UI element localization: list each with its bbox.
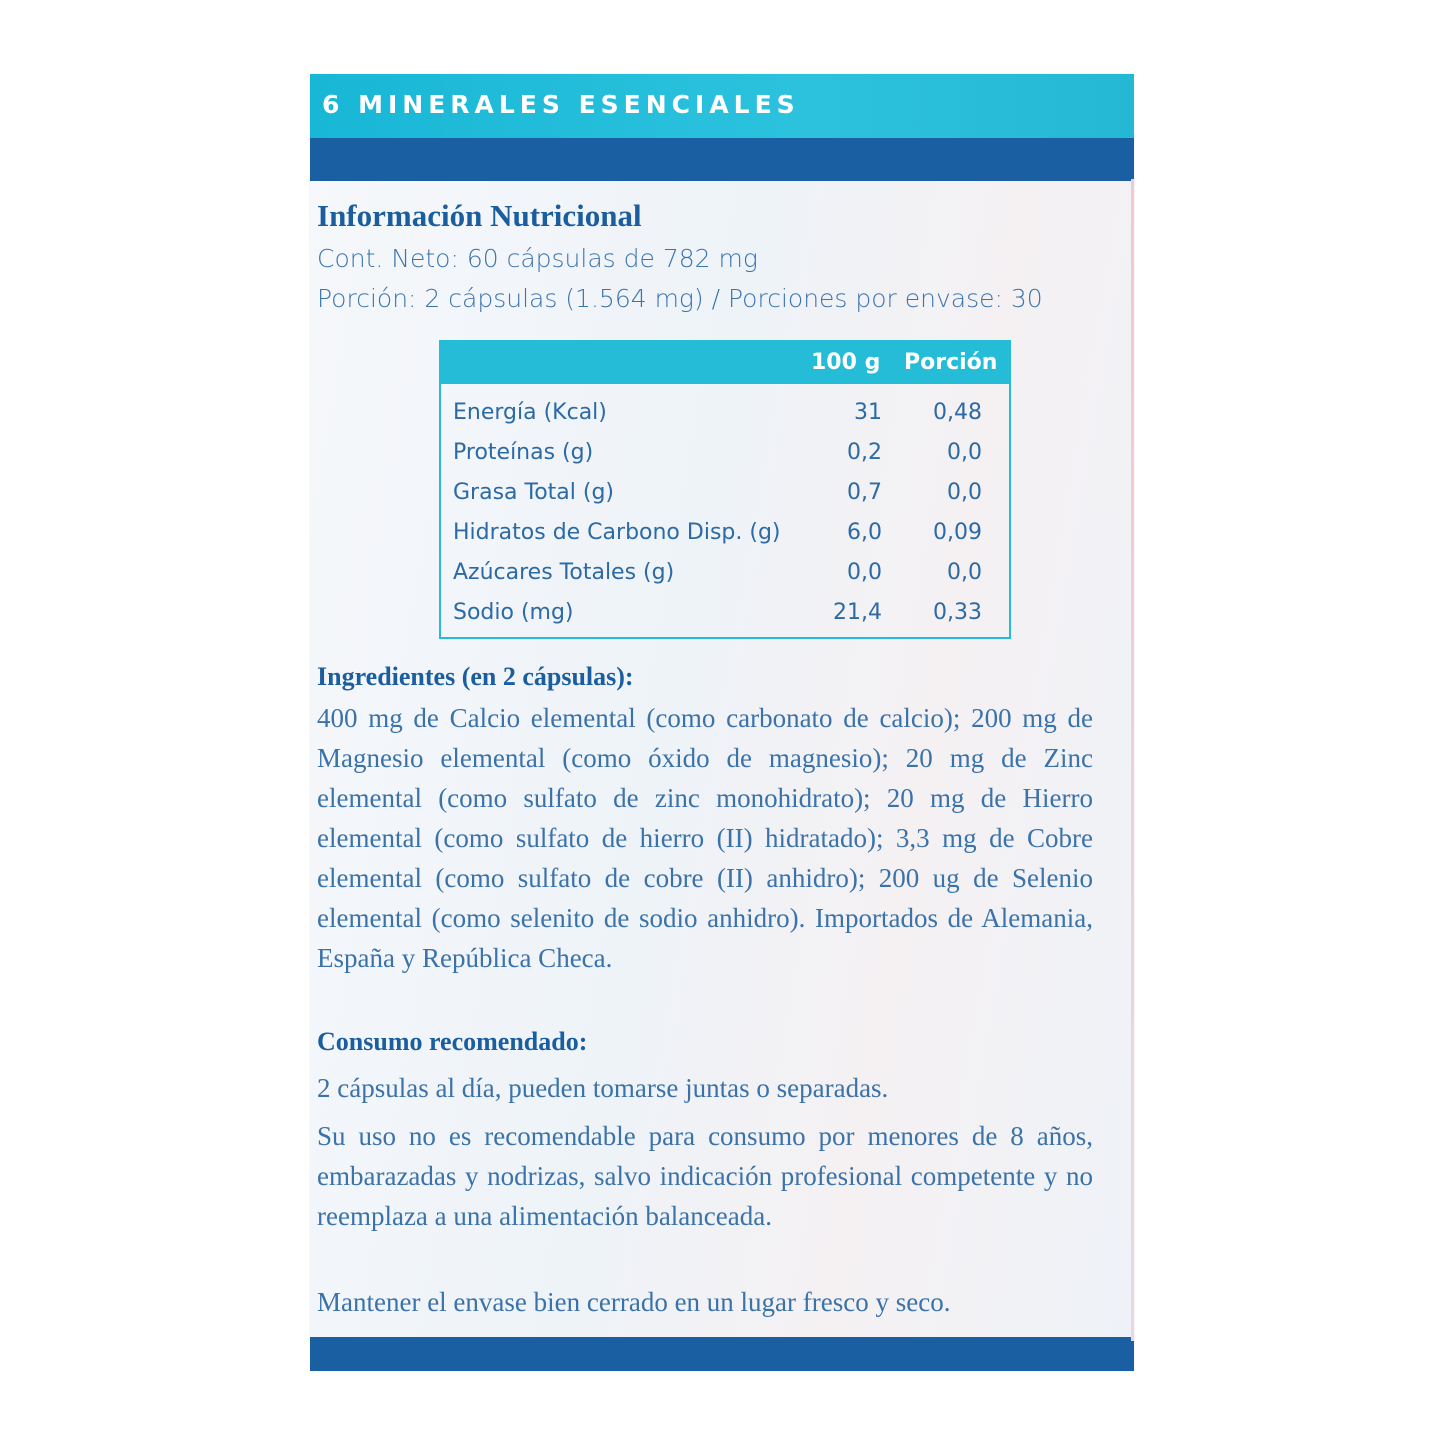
row-label: Proteínas (g) [453, 440, 594, 465]
nutrition-heading: Información Nutricional [317, 198, 642, 233]
row-label: Energía (Kcal) [453, 400, 607, 425]
usage-warning: Su uso no es recomendable para consumo por menores de 8 años, embarazadas y nodrizas, salvo indicación profesional competente y no reemplaza a una alimentación balanceada. [317, 1121, 1093, 1231]
row-value-100g: 0,0 [847, 560, 882, 585]
row-label: Azúcares Totales (g) [453, 560, 675, 585]
column-header-100g: 100 g [811, 350, 881, 375]
storage-instructions: Mantener el envase bien cerrado en un lugar fresco y seco. [317, 1287, 951, 1317]
nutrition-table [439, 340, 1011, 639]
row-value-100g: 21,4 [833, 600, 882, 625]
row-value-portion: 0,33 [933, 600, 982, 625]
table-row [441, 474, 1009, 514]
row-value-portion: 0,0 [947, 440, 982, 465]
row-value-100g: 31 [854, 400, 882, 425]
row-label: Sodio (mg) [453, 600, 574, 625]
usage-dose: 2 cápsulas al día, pueden tomarse juntas o separadas. [317, 1073, 889, 1103]
row-value-100g: 6,0 [847, 520, 882, 545]
net-content: Cont. Neto: 60 cápsulas de 782 mg [317, 244, 758, 273]
table-row [441, 594, 1009, 634]
nutrition-table-header [441, 342, 1009, 384]
banner-title: 6 MINERALES ESENCIALES [322, 90, 800, 119]
row-value-100g: 0,2 [847, 440, 882, 465]
blue-divider-band [310, 138, 1134, 181]
bottom-band [310, 1337, 1134, 1371]
row-value-portion: 0,0 [947, 560, 982, 585]
table-row [441, 554, 1009, 594]
serving-info: Porción: 2 cápsulas (1.564 mg) / Porciones por envase: 30 [317, 284, 1043, 313]
row-value-100g: 0,7 [847, 480, 882, 505]
title-banner [310, 74, 1134, 138]
row-value-portion: 0,48 [933, 400, 982, 425]
usage-heading: Consumo recomendado: [317, 1027, 588, 1056]
row-label: Hidratos de Carbono Disp. (g) [453, 520, 781, 545]
table-row [441, 394, 1009, 434]
ingredients-heading: Ingredientes (en 2 cápsulas): [317, 662, 634, 691]
column-header-portion: Porción [904, 350, 998, 375]
row-value-portion: 0,09 [933, 520, 982, 545]
row-label: Grasa Total (g) [453, 480, 615, 505]
ingredients-text: 400 mg de Calcio elemental (como carbonato de calcio); 200 mg de Magnesio elemental (como óxido de magnesio); 20 mg de Zinc elemental (como sulfato de zinc monohidrato); 20 mg de Hierro elemental (como sulfato de hierro (II) hidratado); 3,3 mg de Cobre elemental (como sulfato de cobre (II) anhidro); 200 ug de Selenio elemental (como selenito de sodio anhidro). Importados de Alemania, España y República Checa. [317, 703, 1093, 973]
row-value-portion: 0,0 [947, 480, 982, 505]
product-label [310, 74, 1134, 1371]
table-row [441, 434, 1009, 474]
table-row [441, 514, 1009, 554]
